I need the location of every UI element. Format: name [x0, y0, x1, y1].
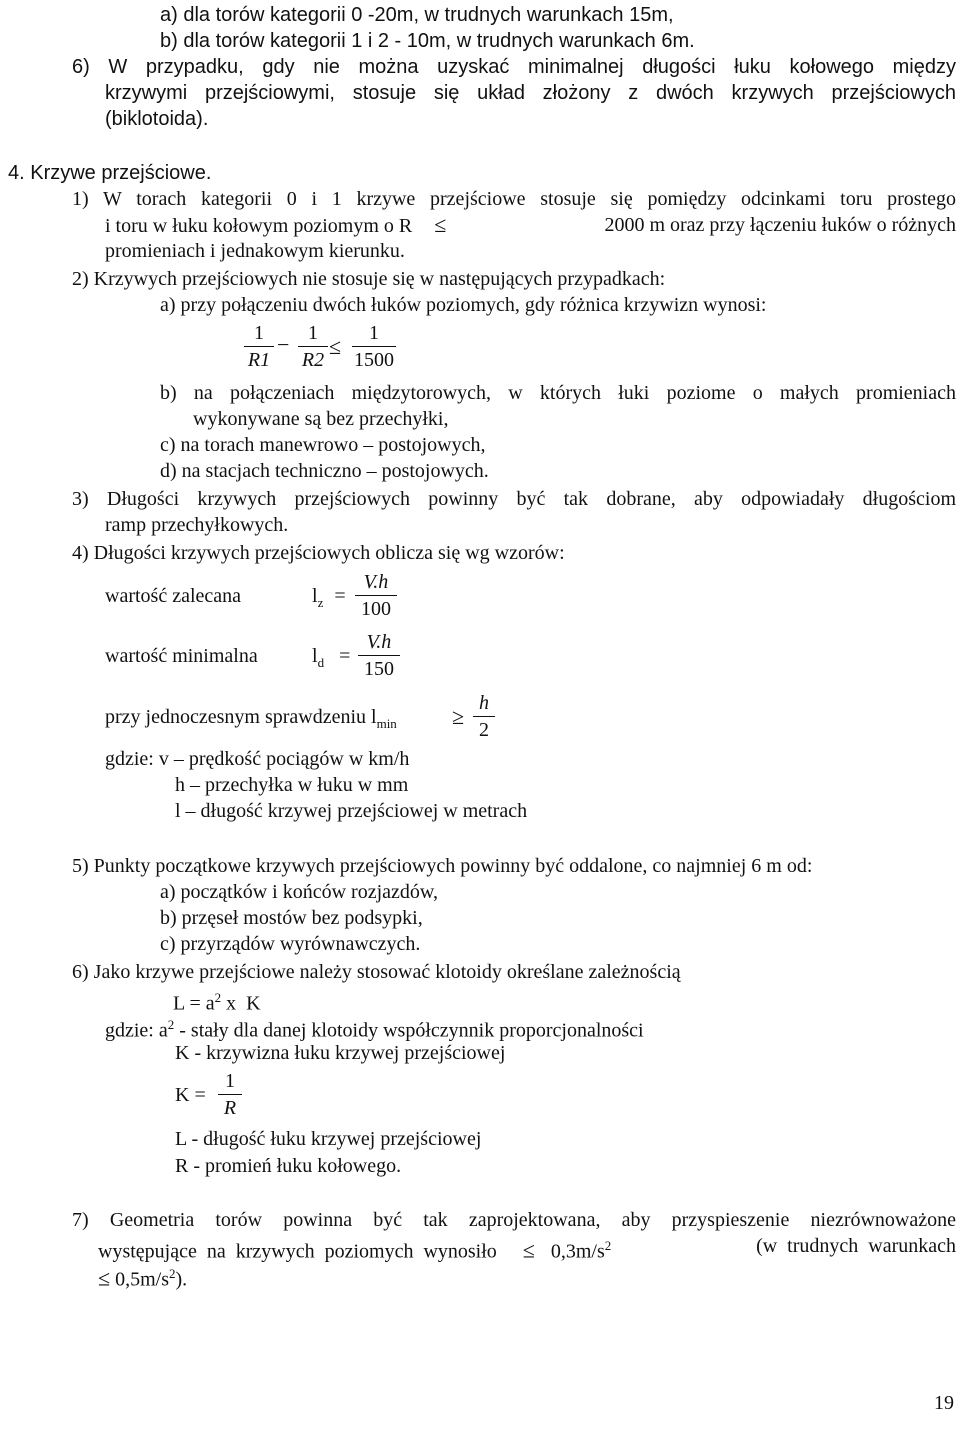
- leq-symbol: ≤: [98, 1265, 111, 1291]
- recommended-numerator: V.h: [363, 571, 389, 593]
- point-2-item-a: a) przy połączeniu dwóch łuków poziomych, gdy różnica krzywizn wynosi:: [160, 294, 767, 316]
- k-equation-label: K =: [175, 1084, 206, 1106]
- leq-symbol: ≤: [329, 334, 342, 359]
- acceleration-value: 0,3m/s: [550, 1240, 605, 1263]
- paragraph-6-line-2: krzywymi przejściowymi, stosuje się układ złożony z dwóch krzywych przejściowych: [105, 82, 956, 104]
- minimum-numerator: V.h: [366, 631, 392, 653]
- minimum-fraction: [358, 630, 400, 681]
- point-2-item-c: c) na torach manewrowo – postojowych,: [160, 434, 486, 456]
- point-2-item-d: d) na stacjach techniczno – postojowych.: [160, 460, 489, 482]
- superscript-2: 2: [167, 1017, 175, 1032]
- superscript-2: 2: [604, 1238, 612, 1253]
- paragraph-6-line-3: (biklotoida).: [105, 108, 209, 130]
- minimum-l: [312, 644, 350, 675]
- point-5-item-a: a) początków i końców rozjazdów,: [160, 881, 439, 903]
- leq-symbol: ≤: [522, 1237, 535, 1263]
- where-v: gdzie: v – prędkość pociągów w km/h: [105, 748, 410, 770]
- point-1-line-2-text-b: 2000 m oraz przy łączeniu łuków o różnych: [604, 214, 956, 236]
- section-heading: 4. Krzywe przejściowe.: [8, 162, 212, 184]
- difficult-acceleration-value: 0,5m/s: [115, 1268, 169, 1291]
- where-a-description: - stały dla danej klotoidy współczynnik proporcjonalności: [174, 1019, 644, 1042]
- l-description: L - długość łuku krzywej przejściowej: [175, 1128, 482, 1150]
- point-2-line-1: 2) Krzywych przejściowych nie stosuje się w następujących przypadkach:: [72, 268, 666, 290]
- point-7-line-3: [98, 1262, 187, 1292]
- subscript-min: min: [376, 716, 397, 731]
- formula-fraction-3: [352, 321, 396, 372]
- point-7-line-2-tail: (w trudnych warunkach: [756, 1235, 956, 1257]
- r-description: R - promień łuku kołowego.: [175, 1155, 402, 1177]
- point-3-line-1: 3) Długości krzywych przejściowych powinny być tak dobrane, aby odpowiadały długościom: [72, 488, 956, 510]
- fraction-1-denominator: R1: [247, 349, 271, 371]
- recommended-label: wartość zalecana: [105, 585, 242, 607]
- leq-symbol: ≤: [434, 212, 447, 237]
- check-numerator: h: [479, 692, 489, 714]
- fraction-1-numerator: 1: [254, 322, 264, 344]
- superscript-2: 2: [214, 990, 222, 1005]
- fraction-2-denominator: R2: [301, 349, 325, 371]
- fraction-3-numerator: 1: [369, 322, 379, 344]
- superscript-2: 2: [168, 1266, 176, 1281]
- equation-left: L = a: [173, 992, 215, 1015]
- point-1-line-3: promieniach i jednakowym kierunku.: [105, 240, 405, 262]
- length-symbol: l: [312, 585, 318, 607]
- formula-fraction-1: [244, 321, 274, 372]
- subscript-d: d: [317, 655, 325, 670]
- point-4-line-1: 4) Długości krzywych przejściowych oblicza się wg wzorów:: [72, 542, 565, 564]
- minimum-denominator: 150: [364, 658, 394, 680]
- recommended-fraction: [355, 570, 397, 621]
- point-1-line-2-text-a: i toru w łuku kołowym poziomym o R: [105, 215, 413, 237]
- check-denominator: 2: [479, 719, 489, 741]
- fraction-2-numerator: 1: [308, 322, 318, 344]
- point-2-item-b-line-2: wykonywane są bez przechyłki,: [193, 408, 449, 430]
- recommended-denominator: 100: [361, 598, 391, 620]
- subscript-z: z: [317, 595, 324, 610]
- check-text: przy jednoczesnym sprawdzeniu l: [105, 706, 377, 728]
- page-number: 19: [934, 1392, 954, 1414]
- check-fraction: [473, 691, 495, 742]
- equals-symbol: =: [339, 645, 351, 667]
- point-6-line-1: 6) Jako krzywe przejściowe należy stosować klotoidy określane zależnością: [72, 961, 681, 983]
- where-a2: [105, 1013, 644, 1043]
- point-7-line-1: 7) Geometria torów powinna być tak zaprojektowana, aby przyspieszenie niezrównoważone: [72, 1209, 956, 1231]
- list-item-b: b) dla torów kategorii 1 i 2 - 10m, w trudnych warunkach 6m.: [160, 30, 695, 52]
- k-numerator: 1: [225, 1070, 235, 1092]
- equation-right: x K: [221, 992, 261, 1015]
- closing-paren: ).: [175, 1268, 188, 1291]
- k-description: K - krzywizna łuku krzywej przejściowej: [175, 1042, 506, 1064]
- equals-symbol: =: [334, 585, 346, 607]
- fraction-3-denominator: 1500: [354, 349, 394, 371]
- where-l: l – długość krzywej przejściowej w metrach: [175, 800, 528, 822]
- paragraph-6-line-1: 6) W przypadku, gdy nie można uzyskać minimalnej długości łuku kołowego między: [72, 56, 956, 78]
- point-2-item-b-line-1: b) na połączeniach międzytorowych, w których łuki poziome o małych promieniach: [160, 382, 956, 404]
- list-item-a: a) dla torów kategorii 0 -20m, w trudnych warunkach 15m,: [160, 4, 674, 26]
- point-5-item-c: c) przyrządów wyrównawczych.: [160, 933, 421, 955]
- point-5-item-b: b) przęseł mostów bez podsypki,: [160, 907, 423, 929]
- clothoid-equation: [173, 986, 261, 1016]
- point-7-line-2-text: występujące na krzywych poziomych wynosiło: [98, 1240, 497, 1263]
- minimum-label: wartość minimalna: [105, 645, 258, 667]
- point-7-line-2: [98, 1234, 956, 1264]
- point-3-line-2: ramp przechyłkowych.: [105, 514, 289, 536]
- length-symbol: l: [312, 645, 318, 667]
- point-1-line-1: 1) W torach kategorii 0 i 1 krzywe przejściowe stosuje się pomiędzy odcinkami toru prostego: [72, 188, 956, 210]
- point-1-line-2: [105, 213, 956, 238]
- k-denominator: R: [223, 1097, 237, 1119]
- recommended-l: [312, 584, 346, 615]
- check-label: [105, 705, 397, 736]
- formula-fraction-2: [298, 321, 328, 372]
- minus-symbol: −: [277, 332, 290, 357]
- where-h: h – przechyłka w łuku w mm: [175, 774, 409, 796]
- where-a-text: gdzie: a: [105, 1019, 168, 1042]
- point-5-line-1: 5) Punkty początkowe krzywych przejściowych powinny być oddalone, co najmniej 6 m od:: [72, 855, 813, 877]
- k-fraction: [218, 1069, 242, 1120]
- geq-symbol: ≥: [452, 704, 465, 729]
